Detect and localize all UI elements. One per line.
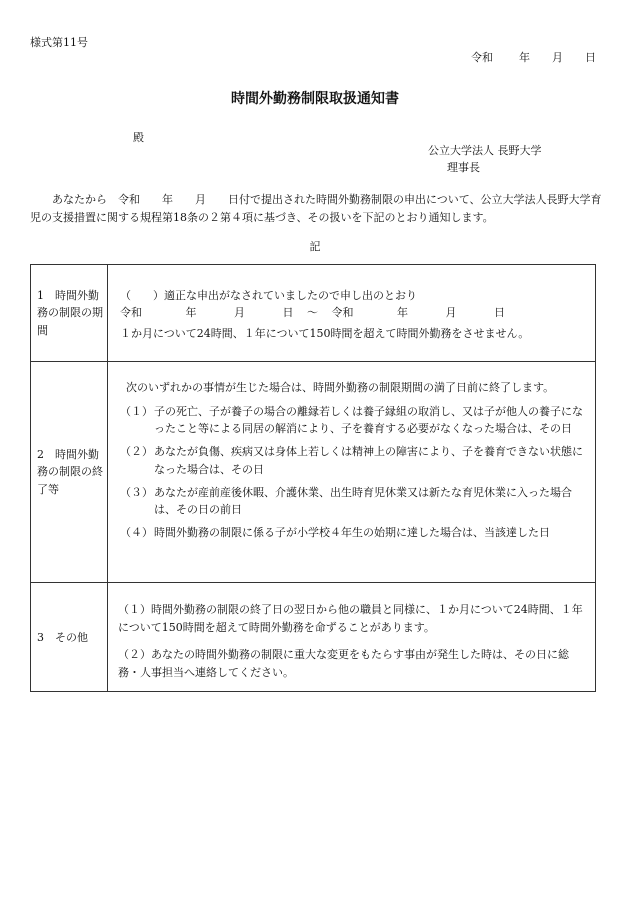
table-row <box>31 583 596 692</box>
other-paragraph-2: （２）あなたの時間外勤務の制限に重大な変更をもたらす事由が発生した時は、その日に総務・人事担当へ連絡してください。 <box>118 648 569 679</box>
row-head-period: 1 時間外勤務の制限の期間 <box>31 265 108 362</box>
other-paragraph-1: （１）時間外勤務の制限の終了日の翌日から他の職員と同様に、１か月について24時間、１年について150時間を超えて時間外勤務を命ずることがあります。 <box>118 603 583 634</box>
date-day: 日 <box>585 51 596 64</box>
issue-date-line <box>471 50 596 65</box>
table-row <box>31 265 596 362</box>
row-body-period <box>108 265 596 362</box>
row-body-end <box>108 362 596 583</box>
date-month: 月 <box>552 51 563 64</box>
date-era: 令和 <box>471 51 493 64</box>
issuer-role: 理事長 <box>447 161 480 174</box>
ki-heading: 記 <box>309 240 321 253</box>
intro-paragraph: あなたから 令和 年 月 日付で提出された時間外勤務制限の申出について、公立大学法人長野大学育児の支援措置に関する規程第18条の２第４項に基づき、その扱いを下記のとおり通知します。 <box>30 193 602 225</box>
list-item: （１） 子の死亡、子が養子の場合の離縁若しくは養子縁組の取消し、又は子が他人の養子になったこと等による同居の解消により、子を養育する必要がなくなった場合は、その日 <box>120 405 583 436</box>
row-head-other: 3 その他 <box>31 583 108 692</box>
form-number: 様式第11号 <box>30 36 88 49</box>
addressee-suffix: 殿 <box>133 131 144 144</box>
list-item: （２） あなたが負傷、疾病又は身体上若しくは精神上の障害により、子を養育できない状態になった場合は、その日 <box>120 445 583 476</box>
list-item: （４） 時間外勤務の制限に係る子が小学校４年生の始期に達した場合は、当該達した日 <box>120 525 550 539</box>
approval-check-line: （ ）適正な申出がなされていましたので申し出のとおり <box>120 289 417 302</box>
table-row <box>31 362 596 583</box>
list-item: （３） あなたが産前産後休暇、介護休業、出生時育児休業又は新たな育児休業に入った場合は、その日の前日 <box>120 485 572 516</box>
end-lead-text: 次のいずれかの事情が生じた場合は、時間外勤務の制限期間の満了日前に終了します。 <box>126 381 555 394</box>
document-title: 時間外勤務制限取扱通知書 <box>231 91 399 107</box>
notice-table <box>30 264 596 692</box>
issuer-organization: 公立大学法人 長野大学 <box>428 144 542 157</box>
row-head-end: 2 時間外勤務の制限の終了等 <box>31 362 108 583</box>
period-limit-text: １か月について24時間、１年について150時間を超えて時間外勤務をさせません。 <box>120 327 530 341</box>
row-body-other <box>108 583 596 692</box>
date-year: 年 <box>519 51 530 64</box>
period-range: 令和 年 月 日 ～ 令和 年 月 日 <box>120 306 505 320</box>
